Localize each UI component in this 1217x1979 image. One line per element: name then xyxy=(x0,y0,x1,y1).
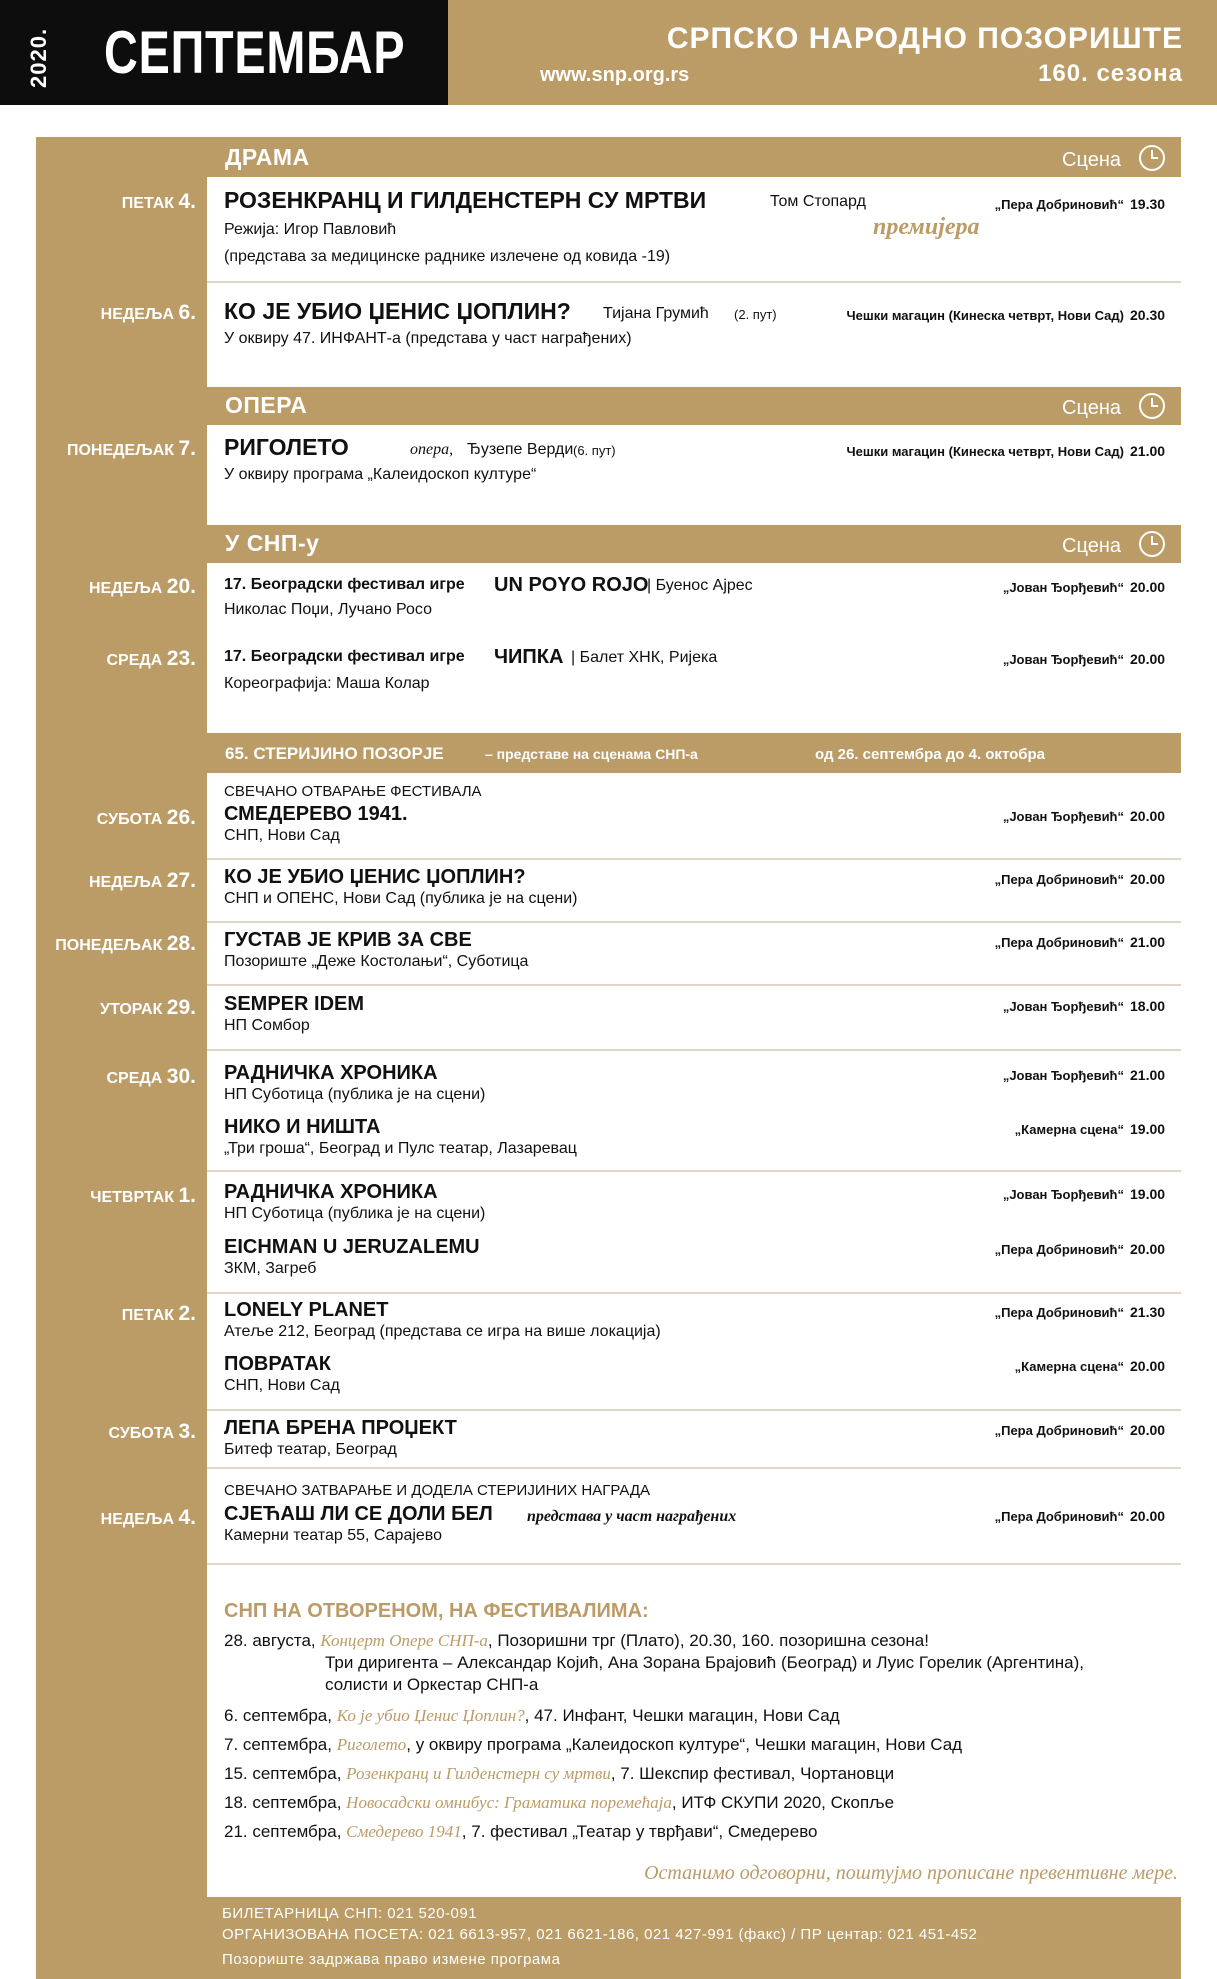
opening-label: СВЕЧАНО ОТВАРАЊЕ ФЕСТИВАЛА xyxy=(224,783,482,800)
divider xyxy=(207,1049,1181,1051)
event-time: 21.00 xyxy=(1130,443,1166,459)
event-venue: „Пера Добриновић“ xyxy=(994,197,1124,212)
outdoor-detail: , у оквиру програма „Калеидоскоп културе“, Чешки магацин, Нови Сад xyxy=(406,1735,963,1754)
event-title: ГУСТАВ ЈЕ КРИВ ЗА СВЕ xyxy=(224,929,472,951)
event-title: ЧИПКА xyxy=(494,646,564,668)
month-title: СЕПТЕМБАР xyxy=(104,19,406,86)
outdoor-detail: , Позоришни трг (Плато), 20.30, 160. позоришна сезона! xyxy=(487,1631,929,1650)
event-title: ЛЕПА БРЕНА ПРОЏЕКТ xyxy=(224,1417,457,1439)
event-festival: 17. Београдски фестивал игре xyxy=(224,648,465,665)
event-venue: „Јован Ђорђевић“ xyxy=(1002,999,1124,1014)
section-title: ОПЕРА xyxy=(225,392,308,418)
event-title: SEMPER IDEM xyxy=(224,993,365,1015)
outdoor-date: 21. септембра, xyxy=(224,1822,342,1841)
event-date: ПЕТАК 4. xyxy=(121,190,196,213)
event-author: Тијана Грумић xyxy=(603,305,709,322)
event-venue: „Пера Добриновић“ xyxy=(994,1242,1124,1257)
event-venue: „Пера Добриновић“ xyxy=(994,1423,1124,1438)
stage-label: Сцена xyxy=(1062,397,1121,419)
event-note: (2. пут) xyxy=(734,307,777,322)
theatre-name: СРПСКО НАРОДНО ПОЗОРИШТЕ xyxy=(666,22,1183,55)
opera-section-header xyxy=(207,387,1181,425)
event-time: 18.00 xyxy=(1130,998,1166,1014)
disclaimer-line: Позориште задржава право измене програма xyxy=(222,1951,561,1968)
outdoor-title: Концерт Опере СНП-а xyxy=(320,1631,488,1650)
event-title: СЈЕЋАШ ЛИ СЕ ДОЛИ БЕЛ xyxy=(224,1503,493,1525)
event-company: ЗКМ, Загреб xyxy=(224,1260,317,1277)
event-time: 20.00 xyxy=(1130,651,1166,667)
clock-icon xyxy=(1139,531,1165,557)
drama-section-header xyxy=(207,139,1181,177)
outdoor-item xyxy=(224,1764,894,1784)
event-company: НП Суботица (публика је на сцени) xyxy=(224,1086,486,1103)
premiere-label: премијера xyxy=(873,214,980,240)
event-company: СНП и ОПЕНС, Нови Сад (публика је на сцени) xyxy=(224,890,578,907)
year-label: 2020. xyxy=(26,27,51,88)
outdoor-detail: солисти и Оркестар СНП-а xyxy=(325,1675,539,1694)
event-director: Режија: Игор Павловић xyxy=(224,221,397,238)
event-company: Позориште „Деже Костолањи“, Суботица xyxy=(224,953,529,970)
event-date: НЕДЕЉА 27. xyxy=(88,869,196,892)
outdoor-item xyxy=(224,1631,929,1651)
event-time: 21.00 xyxy=(1130,934,1166,950)
divider xyxy=(207,281,1181,283)
event-note: (6. пут) xyxy=(573,443,616,458)
event-date: НЕДЕЉА 20. xyxy=(88,575,196,598)
outdoor-item xyxy=(224,1822,818,1842)
event-title: РАДНИЧКА ХРОНИКА xyxy=(224,1062,438,1084)
event-title: НИКО И НИШТА xyxy=(224,1116,381,1138)
stage-label: Сцена xyxy=(1062,535,1121,557)
event-time: 20.00 xyxy=(1130,871,1166,887)
section-dates: од 26. септембра до 4. октобра xyxy=(815,746,1046,763)
event-date: СУБОТА 26. xyxy=(96,806,196,829)
event-note: (представа за медицинске раднике излечене од ковида -19) xyxy=(224,248,671,265)
event-title: РОЗЕНКРАНЦ И ГИЛДЕНСТЕРН СУ МРТВИ xyxy=(224,187,707,213)
section-title: 65. СТЕРИЈИНО ПОЗОРЈЕ xyxy=(225,744,444,763)
outdoor-detail: , ИТФ СКУПИ 2020, Скопље xyxy=(671,1793,895,1812)
section-title: ДРАМА xyxy=(225,144,310,170)
outdoor-item xyxy=(224,1706,840,1726)
event-time: 21.30 xyxy=(1130,1304,1166,1320)
outdoor-item xyxy=(325,1675,538,1695)
divider xyxy=(207,1170,1181,1172)
event-festival: 17. Београдски фестивал игре xyxy=(224,576,465,593)
event-time: 20.00 xyxy=(1130,1422,1166,1438)
event-author: Том Стопард xyxy=(770,193,866,210)
divider xyxy=(207,1292,1181,1294)
event-venue: „Јован Ђорђевић“ xyxy=(1002,652,1124,667)
event-date: ПОНЕДЕЉАК 28. xyxy=(55,932,196,955)
event-date: ЧЕТВРТАК 1. xyxy=(90,1184,196,1207)
event-date: ПОНЕДЕЉАК 7. xyxy=(66,437,196,460)
divider xyxy=(207,1563,1181,1565)
snp-section-header xyxy=(207,525,1181,563)
event-company: НП Сомбор xyxy=(224,1017,310,1034)
season-label: 160. сезона xyxy=(1038,60,1183,87)
event-time: 20.00 xyxy=(1130,1358,1166,1374)
event-genre: опера, xyxy=(410,441,454,458)
divider xyxy=(207,984,1181,986)
clock-icon xyxy=(1139,145,1165,171)
event-time: 19.30 xyxy=(1130,196,1166,212)
event-company: Атеље 212, Београд (представа се игра на више локација) xyxy=(224,1323,661,1340)
outdoor-title: Ко је убио Џенис Џоплин? xyxy=(336,1706,525,1725)
event-date: УТОРАК 29. xyxy=(99,996,196,1019)
closing-label: СВЕЧАНО ЗАТВАРАЊЕ И ДОДЕЛА СТЕРИЈИНИХ НАГРАДА xyxy=(224,1482,651,1499)
event-title: СМЕДЕРЕВО 1941. xyxy=(224,803,408,825)
outdoor-title: Розенкранц и Гилденстерн су мртви xyxy=(346,1764,611,1783)
outdoor-title: Риголето xyxy=(336,1735,407,1754)
event-time: 20.00 xyxy=(1130,1241,1166,1257)
event-time: 20.00 xyxy=(1130,808,1166,824)
event-venue: „Камерна сцена“ xyxy=(1014,1359,1124,1374)
event-company: | Балет ХНК, Ријека xyxy=(571,649,718,666)
outdoor-detail: Три диригента – Александар Којић, Ана Зорана Брајовић (Београд) и Луис Горелик (Аргентина), xyxy=(325,1653,1084,1672)
outdoor-detail: , 47. Инфант, Чешки магацин, Нови Сад xyxy=(524,1706,840,1725)
event-date: НЕДЕЉА 4. xyxy=(100,1506,196,1529)
event-time: 19.00 xyxy=(1130,1121,1166,1137)
event-title: РАДНИЧКА ХРОНИКА xyxy=(224,1181,438,1203)
event-venue: „Јован Ђорђевић“ xyxy=(1002,1068,1124,1083)
outdoor-item xyxy=(325,1653,1084,1673)
event-company: Битеф театар, Београд xyxy=(224,1441,397,1458)
outdoor-title: Новосадски омнибус: Граматика поремећаја xyxy=(346,1793,672,1812)
clock-icon xyxy=(1139,393,1165,419)
event-venue: Чешки магацин (Кинеска четврт, Нови Сад) xyxy=(846,308,1124,323)
outdoor-date: 18. септембра, xyxy=(224,1793,342,1812)
outdoor-item xyxy=(224,1735,962,1755)
divider xyxy=(207,858,1181,860)
section-subtitle: – представе на сценама СНП-а xyxy=(485,746,698,762)
event-venue: „Пера Добриновић“ xyxy=(994,872,1124,887)
outdoor-title: Смедерево 1941 xyxy=(346,1822,462,1841)
event-date: СУБОТА 3. xyxy=(108,1420,196,1443)
event-date: СРЕДА 30. xyxy=(106,1065,196,1088)
event-venue: „Јован Ђорђевић“ xyxy=(1002,1187,1124,1202)
event-company: Камерни театар 55, Сарајево xyxy=(224,1527,443,1544)
divider xyxy=(207,921,1181,923)
event-date: ПЕТАК 2. xyxy=(121,1302,196,1325)
website-link[interactable]: www.snp.org.rs xyxy=(540,64,690,86)
event-time: 20.00 xyxy=(1130,579,1166,595)
outdoor-detail: , 7. фестивал „Театар у тврђави“, Смедерево xyxy=(461,1822,818,1841)
closing-note: представа у част награђених xyxy=(527,1508,737,1525)
header-bar xyxy=(0,0,1217,105)
event-title: ПОВРАТАК xyxy=(224,1353,332,1375)
box-office-line: БИЛЕТАРНИЦА СНП: 021 520-091 xyxy=(222,1905,478,1922)
sterija-section-header xyxy=(207,733,1181,773)
event-company: СНП, Нови Сад xyxy=(224,1377,340,1394)
event-author: Ђузепе Верди xyxy=(467,441,574,458)
outdoor-detail: , 7. Шекспир фестивал, Чортановци xyxy=(610,1764,895,1783)
event-venue: „Пера Добриновић“ xyxy=(994,935,1124,950)
event-venue: Чешки магацин (Кинеска четврт, Нови Сад) xyxy=(846,444,1124,459)
event-company: НП Суботица (публика је на сцени) xyxy=(224,1205,486,1222)
divider xyxy=(207,1409,1181,1411)
event-company: „Три гроша“, Београд и Пулс театар, Лазаревац xyxy=(224,1140,577,1157)
month-box xyxy=(0,0,448,105)
outdoor-heading: СНП НА ОТВОРЕНОМ, НА ФЕСТИВАЛИМА: xyxy=(224,1600,649,1622)
event-title: LONELY PLANET xyxy=(224,1299,389,1321)
event-time: 20.30 xyxy=(1130,307,1166,323)
group-visits-line: ОРГАНИЗОВАНА ПОСЕТА: 021 6613-957, 021 6621-186, 021 427-991 (факс) / ПР центар: 021 451-452 xyxy=(222,1926,978,1943)
event-time: 21.00 xyxy=(1130,1067,1166,1083)
slogan: Останимо одговорни, поштујмо прописане превентивне мере. xyxy=(644,1862,1178,1884)
event-date: СРЕДА 23. xyxy=(106,647,196,670)
event-title: КО ЈЕ УБИО ЏЕНИС ЏОПЛИН? xyxy=(224,298,571,324)
event-venue: „Пера Добриновић“ xyxy=(994,1509,1124,1524)
event-venue: „Пера Добриновић“ xyxy=(994,1305,1124,1320)
event-venue: „Јован Ђорђевић“ xyxy=(1002,580,1124,595)
event-venue: „Камерна сцена“ xyxy=(1014,1122,1124,1137)
event-title: РИГОЛЕТО xyxy=(224,434,349,460)
outdoor-date: 28. августа, xyxy=(224,1631,316,1650)
event-note: Николас Поџи, Лучано Росо xyxy=(224,601,432,618)
section-title: У СНП-у xyxy=(225,530,320,556)
outdoor-date: 7. септембра, xyxy=(224,1735,332,1754)
outdoor-date: 6. септембра, xyxy=(224,1706,332,1725)
event-time: 20.00 xyxy=(1130,1508,1166,1524)
stage-label: Сцена xyxy=(1062,149,1121,171)
event-note: Кореографија: Маша Колар xyxy=(224,675,430,692)
event-company: СНП, Нови Сад xyxy=(224,827,340,844)
event-note: У оквиру програма „Калеидоскоп културе“ xyxy=(224,466,537,483)
event-title: КО ЈЕ УБИО ЏЕНИС ЏОПЛИН? xyxy=(224,866,526,888)
event-venue: „Јован Ђорђевић“ xyxy=(1002,809,1124,824)
event-title: EICHMAN U JERUZALEMU xyxy=(224,1236,480,1258)
event-date: НЕДЕЉА 6. xyxy=(100,301,196,324)
outdoor-item xyxy=(224,1793,894,1813)
divider xyxy=(207,1467,1181,1469)
event-note: У оквиру 47. ИНФАНТ-а (представа у част награђених) xyxy=(224,330,632,347)
event-title: UN POYO ROJO xyxy=(494,574,649,596)
outdoor-date: 15. септембра, xyxy=(224,1764,342,1783)
event-company: | Буенос Ајрес xyxy=(647,577,753,594)
event-time: 19.00 xyxy=(1130,1186,1166,1202)
